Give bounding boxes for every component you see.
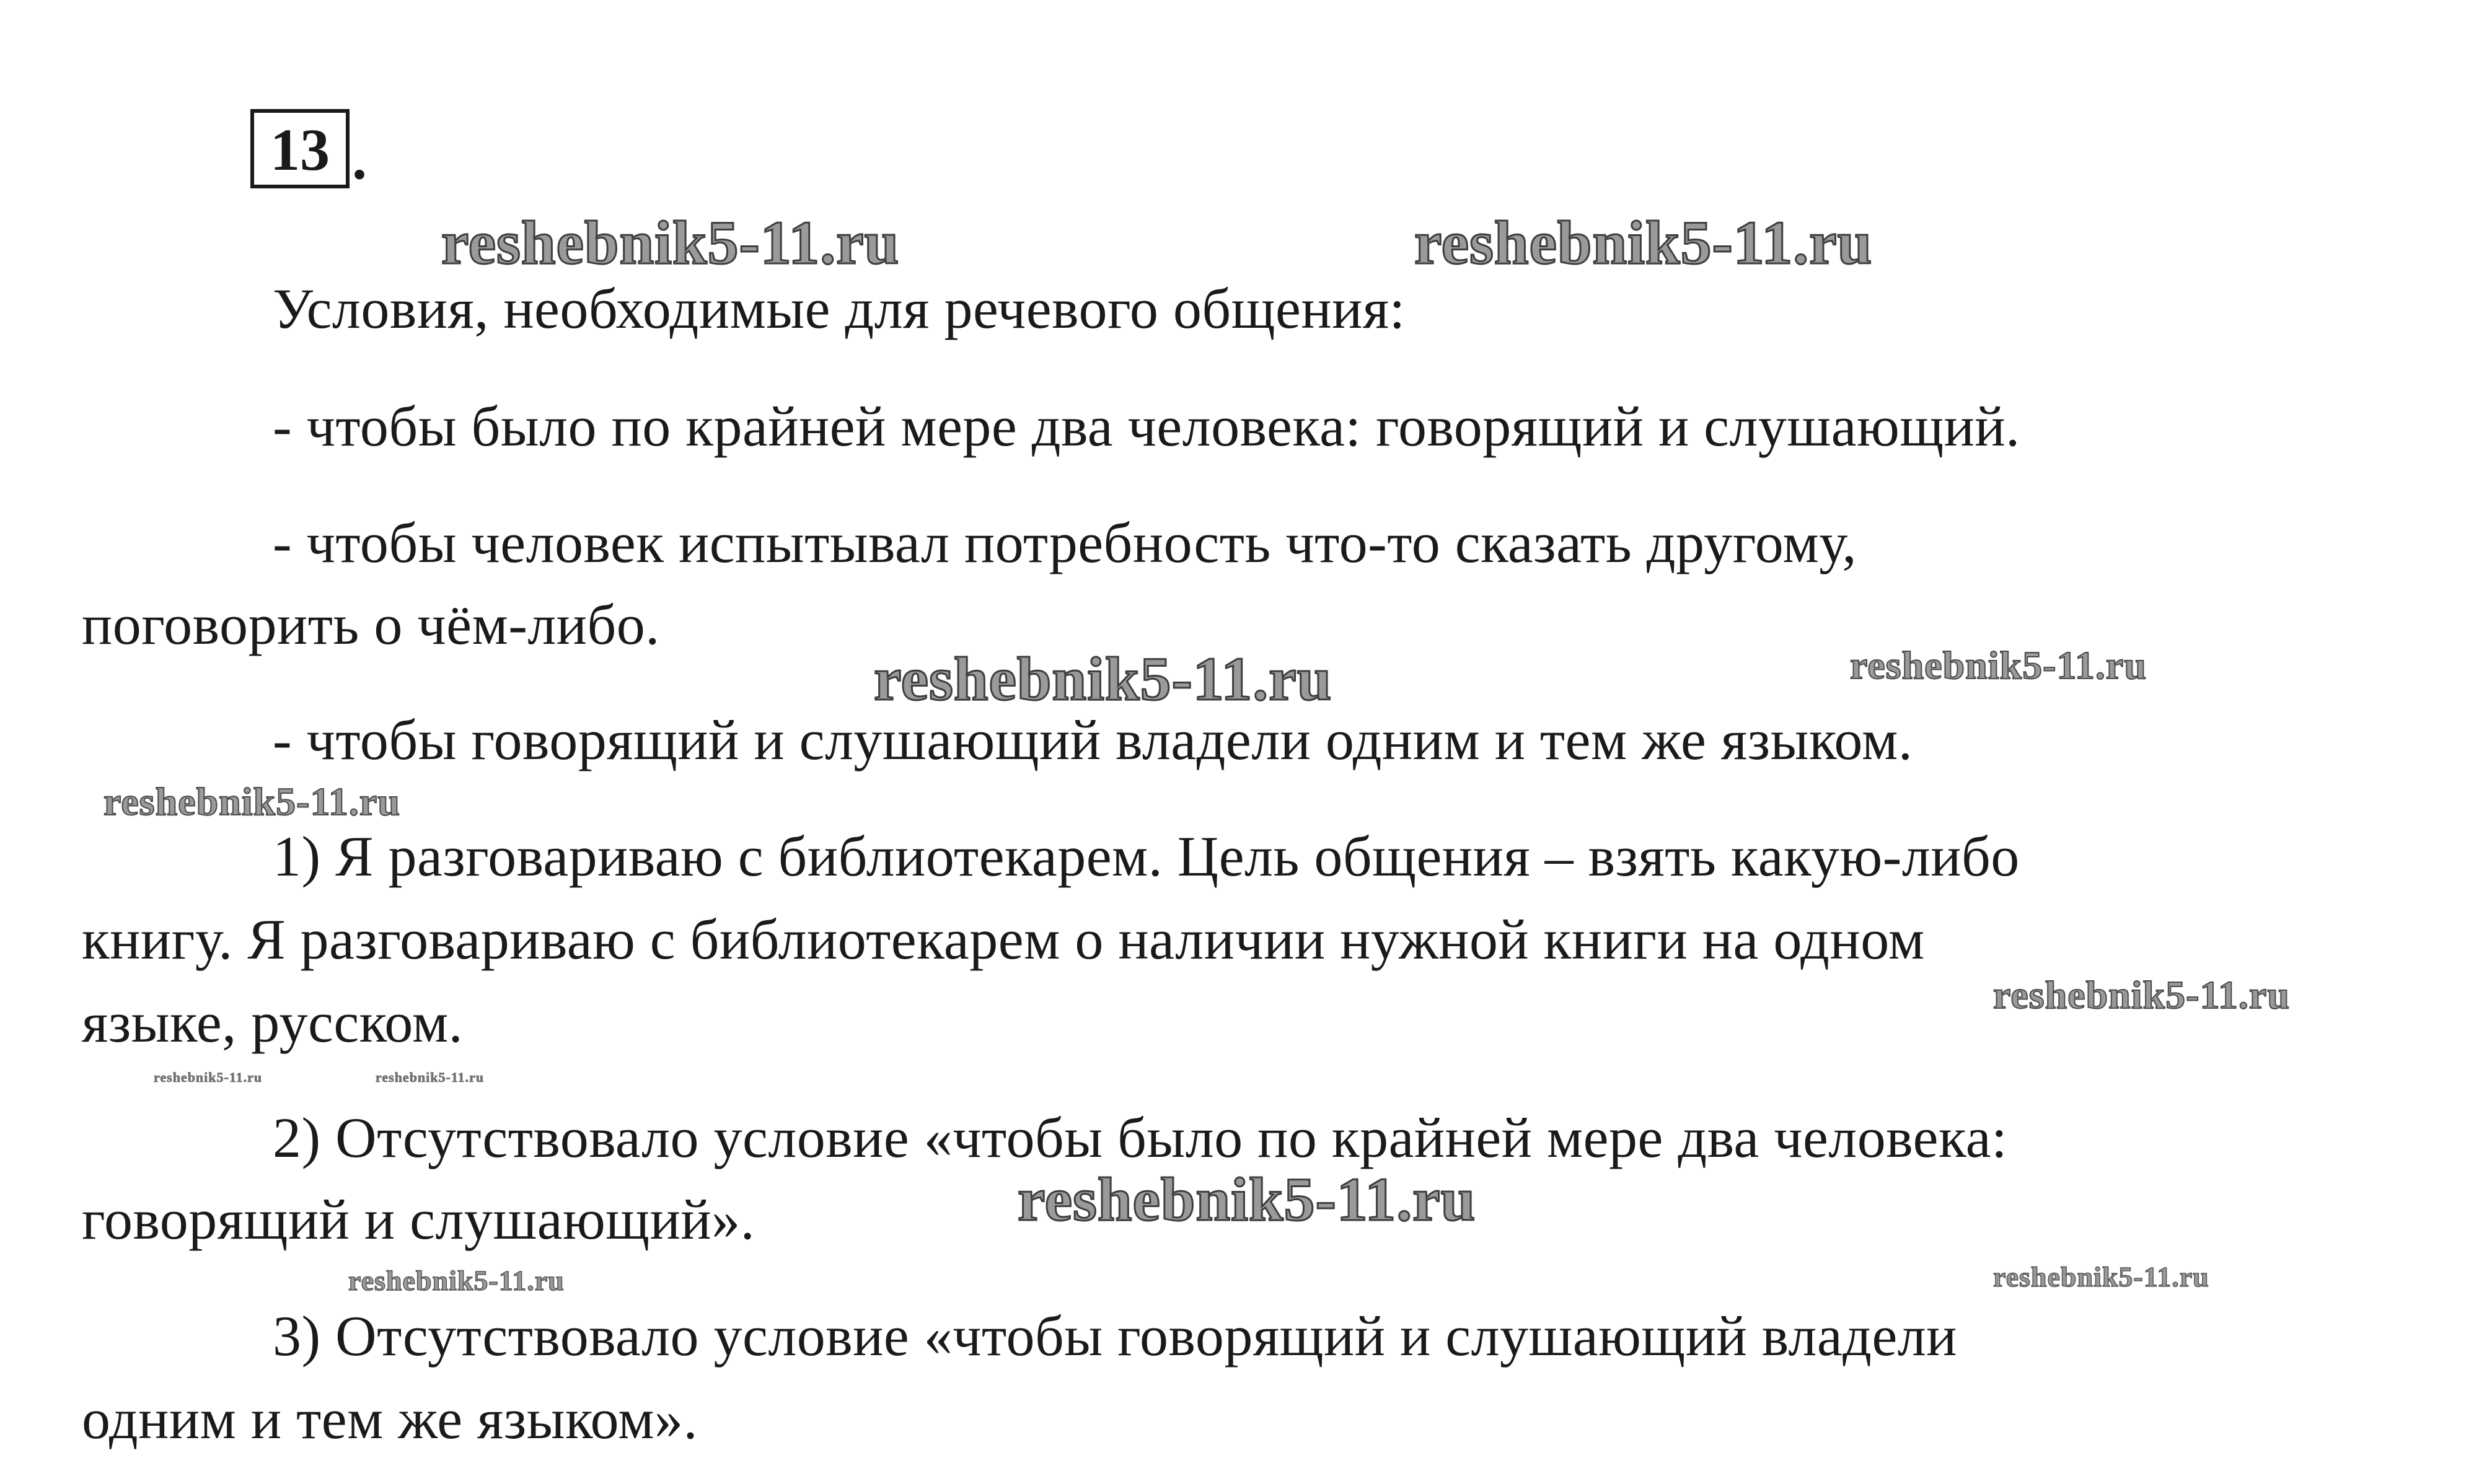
answer-1-line-3: языке, русском.: [82, 991, 464, 1054]
task-number-box: 13: [250, 109, 350, 188]
watermark: reshebnik5-11.ru: [874, 644, 1332, 713]
condition-1: - чтобы было по крайней мере два человека: говорящий и слушающий.: [273, 395, 2020, 458]
condition-2-line-2: поговорить о чём-либо.: [82, 593, 660, 656]
watermark: reshebnik5-11.ru: [376, 1069, 485, 1085]
watermark: reshebnik5-11.ru: [348, 1265, 565, 1296]
condition-2-line-1: - чтобы человек испытывал потребность что-то сказать другому,: [273, 511, 1857, 574]
task-number: [250, 107, 367, 191]
watermark: reshebnik5-11.ru: [1850, 643, 2147, 687]
watermark: reshebnik5-11.ru: [1018, 1165, 1476, 1234]
condition-3: - чтобы говорящий и слушающий владели одним и тем же языком.: [273, 708, 1913, 771]
watermark: reshebnik5-11.ru: [1993, 1261, 2209, 1293]
answer-2-line-2: говорящий и слушающий».: [82, 1188, 755, 1251]
watermark: reshebnik5-11.ru: [441, 208, 900, 277]
watermark: reshebnik5-11.ru: [154, 1069, 263, 1085]
answer-3-line-1: 3) Отсутствовало условие «чтобы говорящий и слушающий владели: [273, 1304, 1957, 1368]
answer-1-line-2: книгу. Я разговариваю с библиотекарем о наличии нужной книги на одном: [82, 908, 1925, 971]
heading-line: Условия, необходимые для речевого общения:: [273, 277, 1406, 340]
watermark: reshebnik5-11.ru: [103, 779, 400, 823]
watermark: reshebnik5-11.ru: [1414, 208, 1873, 277]
answer-2-line-1: 2) Отсутствовало условие «чтобы было по крайней мере два человека:: [273, 1106, 2008, 1169]
watermark: reshebnik5-11.ru: [1993, 973, 2290, 1017]
answer-1-line-1: 1) Я разговариваю с библиотекарем. Цель общения – взять какую-либо: [273, 825, 2020, 888]
answer-3-line-2: одним и тем же языком».: [82, 1387, 698, 1451]
task-number-suffix: .: [352, 125, 367, 191]
